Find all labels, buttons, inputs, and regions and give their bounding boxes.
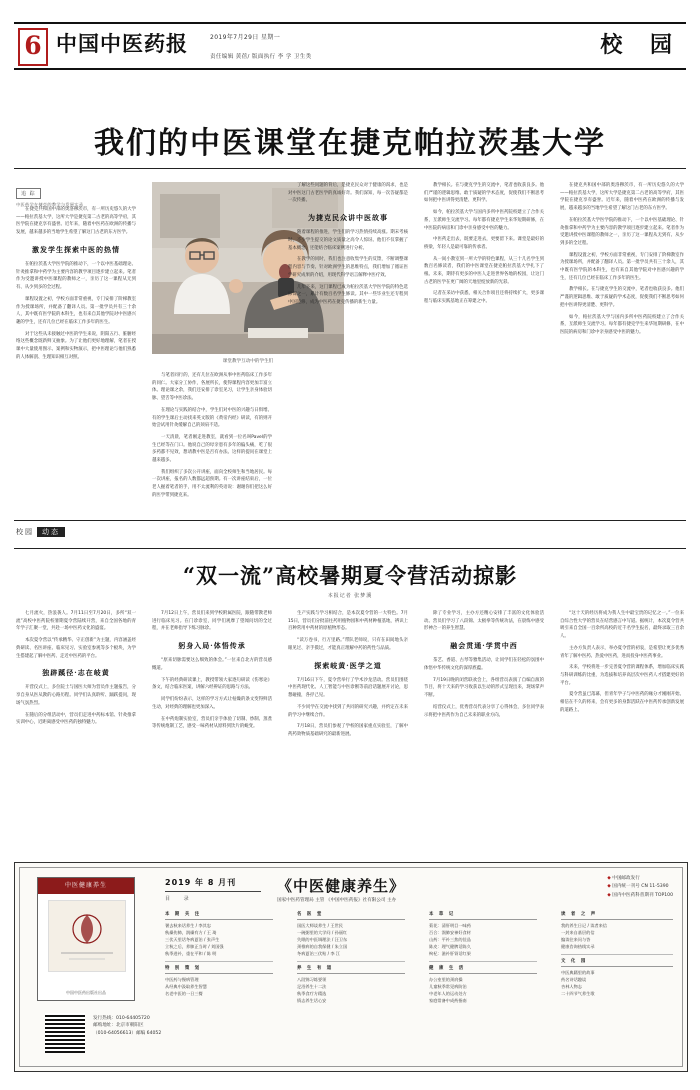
article2-divider-bottom — [14, 548, 686, 549]
toc-item[interactable]: 菊花：清肝明目一味药 — [429, 923, 471, 929]
toc-item[interactable]: 情志养生话心安 — [297, 997, 327, 1003]
paragraph: 从一间小教室到一所大学的特色课程，从三十几名学生到数百名修读者，我们的中医课堂在捷克帕拉茨基大学扎下了根。未来，期待有更多的中医人走进世界各地的校园，让这门古老的医学在更广阔的天地里绽放新的光彩。 — [424, 256, 544, 285]
ad-note: ◆ 国内中医药科普期刊 TOP100 — [607, 892, 673, 898]
article1-column-2 — [152, 372, 272, 512]
paragraph: 中医药走出去，既要走进去，更要留下来。课堂是最好的桥梁，年轻人是最可靠的传承者。 — [424, 237, 544, 250]
toc-section-header: 健 康 生 活 — [429, 965, 537, 974]
paragraph: 不少同学在交流中找到了共同的研究兴趣，并约定在未来的学习中继续合作。 — [288, 704, 408, 718]
toc-section-header: 本 草 记 — [429, 911, 537, 920]
paragraph: 对于这些从未接触过中医的学生来说，阴阳五行、脏腑经络这些概念既新鲜又抽象。为了让他们更好地理解，笔者在授课中大量使用图示、案例和实物演示，把中医理论与他们熟悉的人体解剖、生理知识相互对照。 — [16, 331, 136, 360]
paragraph: 随着课程的推进，学生们的学习热情持续高涨。期末考核时，不少学生提交的论文质量之高令人惊讶。他们不仅掌握了基本概念，还能结合临床案例进行分析。 — [288, 230, 408, 251]
toc-item[interactable]: 健康咨询热线实录 — [561, 944, 595, 950]
toc-item[interactable]: 秋燥伤肺，润燥有方 / 王 琦 — [165, 930, 217, 936]
ad-toc-column-1 — [165, 911, 273, 1061]
paragraph: 教学相长。在与捷克学生的交流中，笔者也收获良多。他们严谨的逻辑思维、敢于质疑的学术态度，促使我们不断思考如何把中医讲得更清楚、更科学。 — [560, 287, 684, 308]
ad-note: ◆ 国内统一刊号 CN 11-5390 — [607, 884, 669, 890]
toc-section-header: 本 期 关 注 — [165, 911, 273, 920]
paragraph: 7月18日，营员们参观了学校的国家重点实验室，了解中药药效物质基础研究的最新进展。 — [288, 724, 408, 737]
subhead: 融会贯通·学贯中西 — [450, 641, 518, 651]
paragraph: 茶艺、香道、古琴等雅集活动，让同学们在轻松的氛围中体悟中华传统文化的深厚底蕴。 — [424, 658, 544, 672]
toc-section-header: 名 医 堂 — [297, 911, 405, 920]
paragraph: 7月16日下午，夏令营举行了学术沙龙活动。营员们围绕中医药现代化、人工智能与中医诊断等前沿话题展开讨论，思想碰撞，各抒己见。 — [288, 677, 408, 699]
article1-lead-tag: 追 踪 — [16, 188, 41, 199]
masthead-date: 2019年7月29日 星期一 — [210, 34, 281, 41]
contact-line: 发行热线：010-64405720 — [93, 1016, 150, 1021]
paragraph: 下午的经典研读课上，教授带领大家逐句研读《伤寒论》条文，结合临床医案，讲解六经辨证的思路与方法。 — [152, 677, 272, 691]
article1-lead — [16, 180, 136, 208]
ad-cover-title: 中医健康养生 — [38, 878, 134, 894]
article2-tag-label: 校园 — [16, 528, 34, 536]
paragraph: 开营仪式上，多位院士与国医大师为营员作主题报告，分享自身从医从教的心路历程。同学们认真聆听、踊跃提问，现场气氛热烈。 — [16, 685, 136, 706]
masthead-rule-bottom — [14, 68, 686, 70]
qr-code[interactable] — [45, 1013, 85, 1053]
toc-item[interactable]: 三伏天里话冬病夏治 / 张声生 — [165, 937, 220, 943]
article1-lead-sub: 中医药学在捷克的教学与发展实录 — [16, 202, 84, 207]
toc-item[interactable]: 我的养生日记 / 读者来信 — [561, 923, 607, 929]
toc-item[interactable]: 中老年人的运动处方 — [429, 990, 467, 996]
ad-note: ◆ 中国邮政发行 — [607, 876, 640, 881]
toc-section-header: 特 别 策 划 — [165, 965, 273, 974]
paragraph: “原来切脉需要这么细致的体会。”一位来自北方的营员感慨道。 — [152, 658, 272, 672]
toc-item[interactable]: 失眠的中医调理法 / 汪卫东 — [297, 937, 348, 943]
article2-tag-badge: 动态 — [37, 527, 65, 537]
toc-item[interactable]: 家庭常备中成药指南 — [429, 997, 467, 1003]
masthead — [14, 22, 686, 70]
article2-headline: “双一流”高校暑期夏令营活动掠影 — [182, 563, 518, 588]
bullet-icon: ◆ — [607, 884, 611, 890]
article1-photo-caption: 课堂教学互动中的学生们 — [222, 359, 274, 364]
ad-toc-column-2 — [297, 911, 405, 1061]
paragraph: 7月12日上午，营员们来到学校附属医院，跟随带教老师进行临床见习。在门诊诊室，同学们观摩了望闻问切的全过程，并在老师指导下练习脉诊。 — [152, 611, 272, 632]
page-number: 6 — [18, 28, 48, 66]
paragraph: 几年下来，这门课程已成为帕拉茨基大学医学院的特色选修课之一，累计有数百名学生修读。其中一些毕业生还专程到中国进修，成为中医药在捷克传播的新生力量。 — [288, 284, 408, 305]
toc-item[interactable]: 冬病夏治三伏贴 / 李 江 — [297, 950, 341, 956]
toc-item[interactable]: 颈椎病的自我保健 / 朱立国 — [297, 944, 348, 950]
paragraph: 在帕拉茨基大学医学院的推动下，一个以中医基础理论、针灸推拿和中药学为主要内容的教学项目逐步建立起来。笔者作为受邀讲授中医课程的教师之一，亲历了这一课程从无到有、从少到多的全过程。 — [16, 262, 136, 291]
paragraph: 在随后的分组活动中，营员们走进中药标本馆、针灸推拿实训中心，近距离感受中医药的独特魅力。 — [16, 712, 136, 726]
toc-item[interactable]: 一封来自基层的信 — [561, 930, 595, 936]
paragraph: 了解这些问题的背后，是捷克民众对于健康的渴求，也是对中医这门古老医学的真诚好奇。我们深知，每一次答疑都是一次传播。 — [288, 183, 408, 204]
toc-section-header: 文 化 园 — [561, 958, 673, 967]
subhead: 躬身入局·体悟传承 — [178, 641, 246, 651]
paragraph: 主办方负责人表示，举办夏令营的初衷，是希望让更多优秀青年了解中医药、热爱中医药，进而投身中医药事业。 — [560, 645, 684, 659]
article2-column-4 — [424, 610, 544, 848]
toc-rule — [561, 954, 673, 955]
paragraph: 夏令营虽已落幕，但青年学子与中医药的缘分才刚刚开始。相信在不久的将来，会有更多的身影活跃在中医药传承创新发展的道路上。 — [560, 692, 684, 713]
paragraph: 在教学的同时，我们也注意收集学生的反馈，不断调整课程内容与节奏。针对欧洲学生的思维特点，我们增加了循证医学研究成果的介绍，用现代科学语言解释中医疗效。 — [288, 257, 408, 278]
bullet-icon: ◆ — [607, 876, 611, 881]
article1-column-1 — [16, 206, 136, 511]
ad-toc-column-3 — [429, 911, 537, 1061]
contact-line: 邮购地址：北京市朝阳区 — [93, 1023, 144, 1029]
contact-line: （010-64056613）邮编 64052 — [93, 1030, 162, 1036]
paragraph: 七月流火，热浪袭人。7月11日至7月20日，多所“双一流”高校中医药院校暑期夏令营陆续开营，来自全国各地的青年学子汇聚一堂，共赴一场中医药文化的盛宴。 — [16, 611, 136, 632]
toc-item[interactable]: 足浴养生十二法 — [297, 984, 327, 990]
toc-item[interactable]: 枸杞：滋补肝肾话红果 — [429, 950, 471, 956]
cover-illustration — [49, 901, 125, 971]
masthead-rule-top — [14, 22, 686, 24]
ad-magazine-subtitle: 国家中医药管理局 主管 《中国中医药报》社有限公司 主办 — [277, 898, 397, 903]
paragraph: 生产实践与学习相结合，是本次夏令营的一大特色。7月15日，营员们分批前往药用植物园和中药材种植基地，辨识上百种常用中药材的原植物形态。 — [288, 611, 408, 632]
paragraph: “这十天的经历将成为我人生中最宝贵的记忆之一。”一位来自综合性大学的营员在结营感言中写道。据统计，本次夏令营共吸引来自全国一百余所高校的近千名学生报名，最终录取三百余人。 — [560, 611, 684, 640]
toc-section-header: 养 生 有 道 — [297, 965, 405, 974]
paragraph: 本次夏令营以“传承精华、守正创新”为主题，内容涵盖经典研读、名医讲座、临床见习、实验室参观等多个板块，为学生搭建起了解中医药、走近中医药的平台。 — [16, 638, 136, 659]
article1-top-rule — [14, 168, 686, 169]
article2-tag — [16, 527, 65, 537]
toc-item[interactable]: 二十四节气养生歌 — [561, 990, 595, 996]
toc-section-header: 读 者 之 声 — [561, 911, 673, 920]
ad-cover-art — [48, 900, 126, 972]
paragraph: 我们组织了多次公开讲座，面向全校师生和当地居民。每一次讲座，报名的人数都远超预期。有一次讲座结束后，一位老人握着笔者的手，用不太流利的英语说：谢谢你们把这么好的医学带到捷克来。 — [152, 469, 272, 498]
article2-column-3 — [288, 610, 408, 848]
paragraph: 未来，学校将进一步完善夏令营的课程体系，增加临床实践与科研训练的比重，为选拔和培养高层次中医药人才搭建更好的平台。 — [560, 665, 684, 686]
toc-item[interactable]: 百合：润肺安神好食材 — [429, 930, 471, 936]
paragraph: 同学们纷纷表示，这样的学习方式让枯燥的条文变得鲜活生动，对经典的理解也更加深入。 — [152, 697, 272, 710]
toc-item[interactable]: 山药：平补三焦的佳品 — [429, 937, 471, 943]
ad-magazine-cover — [37, 877, 135, 1001]
paragraph: 在捷克共和国中部的奥洛穆茨市，有一所历史悠久的大学——帕拉茨基大学，这所大学是捷克第二古老的高等学府，其医学院在捷克享有盛誉。近年来，随着中医药在欧洲的传播与发展，越来越多的当地学生希望了解这门古老的东方医学。 — [560, 183, 684, 212]
toc-item[interactable]: 秋季食疗方精选 — [297, 990, 327, 996]
ad-date-rule — [165, 891, 261, 892]
paragraph: 在帕拉茨基大学医学院的推动下，一个以中医基础理论、针灸推拿和中药学为主要内容的教学项目逐步建立起来。笔者作为受邀讲授中医课程的教师之一，亲历了这一课程从无到有、从少到多的全过程。 — [560, 217, 684, 246]
article2-column-2 — [152, 610, 272, 848]
toc-item[interactable]: 杏林人物志 — [561, 984, 582, 990]
toc-rule — [165, 961, 273, 962]
paper-name: 中国中医药报 — [56, 31, 188, 56]
ad-contact-info — [93, 1015, 161, 1037]
bullet-icon: ◆ — [607, 892, 611, 898]
toc-item[interactable]: 八段锦习练要领 — [297, 977, 327, 983]
toc-item[interactable]: 陈皮：理气健脾话陈久 — [429, 944, 471, 950]
paragraph: 课程设置之初，学校方面非常重视，专门安排了阶梯教室作为授课场所，并配备了翻译人员。第一批学员共有三十余人，其中既有医学院的本科生，也有来自其他学院对中医感兴趣的学生，还有几位已经在临床工作多年的医生。 — [16, 296, 136, 325]
article1-column-3 — [288, 182, 408, 512]
article2-byline: 本报记者 张梦溪 — [327, 593, 373, 599]
article2-divider-top — [14, 520, 686, 521]
paragraph: 课程设置之初，学校方面非常重视，专门安排了阶梯教室作为授课场所，并配备了翻译人员。第一批学员共有三十余人，其中既有医学院的本科生，也有来自其他学院对中医感兴趣的学生，还有几位已经在临床工作多年的医生。 — [560, 252, 684, 281]
paragraph: 在理论与实践的结合中，学生们对中医的兴趣与日俱增。有的学生课后主动找来英文版的《黄帝内经》研读，有的则开始尝试用针灸缓解自己的颈肩不适。 — [152, 407, 272, 429]
toc-item[interactable]: 立秋之后，养肺正当时 / 刘国强 — [165, 944, 224, 950]
subhead: 激发学生探索中医的热情 — [32, 244, 120, 254]
toc-item[interactable]: 秋季进补，重在平和 / 陈 明 — [165, 950, 217, 956]
article1-column-5 — [560, 182, 684, 512]
masthead-credits: 责任编辑 黄蓓/ 版面执行 李 学 卫生类 — [210, 54, 312, 60]
toc-item[interactable]: 药名诗话趣谈 — [561, 977, 587, 983]
subhead: 独辟蹊径·志在岐黄 — [42, 668, 110, 678]
article1-headline: 我们的中医课堂在捷克帕拉茨基大学 — [94, 126, 606, 161]
toc-item[interactable]: 国医大师谈养生 / 王世民 — [297, 923, 343, 929]
section-title: 校 园 — [600, 32, 682, 58]
paragraph: 与笔者同行的，还有几位在欧洲从事中医药临床工作多年的同仁。大家分工协作，各展所长，使得课程内容更加丰富立体。理论课之余，我们还安排了诊室见习，让学生亲身体验切脉、望舌等中医诊法。 — [152, 373, 272, 402]
paragraph: 在捷克共和国中部的奥洛穆茨市，有一所历史悠久的大学——帕拉茨基大学，这所大学是捷克第二古老的高等学府，其医学院在捷克享有盛誉。近年来，随着中医药在欧洲的传播与发展，越来越多的当地学生希望了解这门古老的东方医学。 — [16, 207, 136, 236]
toc-rule — [429, 961, 537, 962]
paragraph: 7月19日晚的闭营联欢会上，各组营员表演了自编自演的节目，将十天来的学习收获以生动的形式呈现出来，现场掌声不断。 — [424, 677, 544, 699]
paragraph: 除了专业学习，主办方还精心安排了丰富的文化体验活动。营员们学习了八段锦、太极拳等传统功法，在晨练中感受形神合一的养生智慧。 — [424, 611, 544, 632]
ad-cover-publisher: 中国中医药出版社出品 — [66, 990, 106, 995]
toc-item[interactable]: 名老中医的一日三餐 — [165, 990, 203, 996]
toc-item[interactable]: 中医典籍里的故事 — [561, 970, 595, 976]
ad-magazine-title: 《中医健康养生》 — [277, 877, 406, 895]
subhead: 探索岐黄·医学之道 — [314, 660, 382, 670]
article2-column-5 — [560, 610, 684, 848]
article2-column-1 — [16, 610, 136, 848]
toc-item[interactable]: 从经典中汲取养生智慧 — [165, 984, 207, 990]
toc-item[interactable]: 儿童秋季常见病防治 — [429, 984, 467, 990]
ad-toc-label: 目 录 — [165, 896, 195, 902]
toc-item[interactable]: 中医药与慢病管理 — [165, 977, 199, 983]
paragraph: 结营仪式上，优秀营员代表分享了心得体会，多位同学表示将把中医药作为自己未来的职业方向。 — [424, 704, 544, 718]
paragraph: “读万卷书，行万里路。”带队老师说，只有在田间地头亲眼见过、亲手摸过，才能真正理解中药的药性与品质。 — [288, 638, 408, 651]
subhead: 为捷克民众讲中医故事 — [308, 213, 388, 223]
toc-item[interactable]: 办公室里的颈肩操 — [429, 977, 463, 983]
toc-item[interactable]: 编读往来问与答 — [561, 937, 591, 943]
paragraph: 如今，帕拉茨基大学与国内多所中医药院校建立了合作关系，互派师生交流学习。每年都有捷克学生来华短期研修，在中医院的病房和门诊中亲身感受中医的魅力。 — [560, 314, 684, 335]
paragraph: 在中药炮制实验室，营员们亲手体验了切制、炒制、蒸煮等传统炮制工艺，感受一味药材从原料到饮片的蜕变。 — [152, 716, 272, 730]
ad-toc-column-4 — [561, 911, 673, 1061]
toc-item[interactable]: 暑去秋来话养生 / 李其忠 — [165, 923, 211, 929]
paragraph: 一天清晨，笔者刚走进教室，就看到一位名叫Pavel的学生已经等在门口。他说自己的母亲患有多年的偏头痛，吃了很多药都不见效，想请教中医是否有办法。这样的提问在课堂上越来越多。 — [152, 434, 272, 464]
ad-right-notes — [607, 875, 673, 900]
paragraph: 教学相长。在与捷克学生的交流中，笔者也收获良多。他们严谨的逻辑思维、敢于质疑的学术态度，促使我们不断思考如何把中医讲得更清楚、更科学。 — [424, 183, 544, 204]
toc-item[interactable]: 一碗粥里的大学问 / 孙丽红 — [297, 930, 348, 936]
paragraph: 如今，帕拉茨基大学与国内多所中医药院校建立了合作关系，互派师生交流学习。每年都有捷克学生来华短期研修，在中医院的病房和门诊中亲身感受中医的魅力。 — [424, 210, 544, 231]
ad-issue-date: 2019 年 8 月刊 — [165, 878, 237, 887]
article1-column-4 — [424, 182, 544, 512]
toc-rule — [297, 961, 405, 962]
magazine-ad[interactable] — [14, 862, 688, 1072]
paragraph: 记者在采访中获悉，相关合作项目还将持续扩大，更多课程与临床实践基地正在筹建之中。 — [424, 291, 544, 305]
